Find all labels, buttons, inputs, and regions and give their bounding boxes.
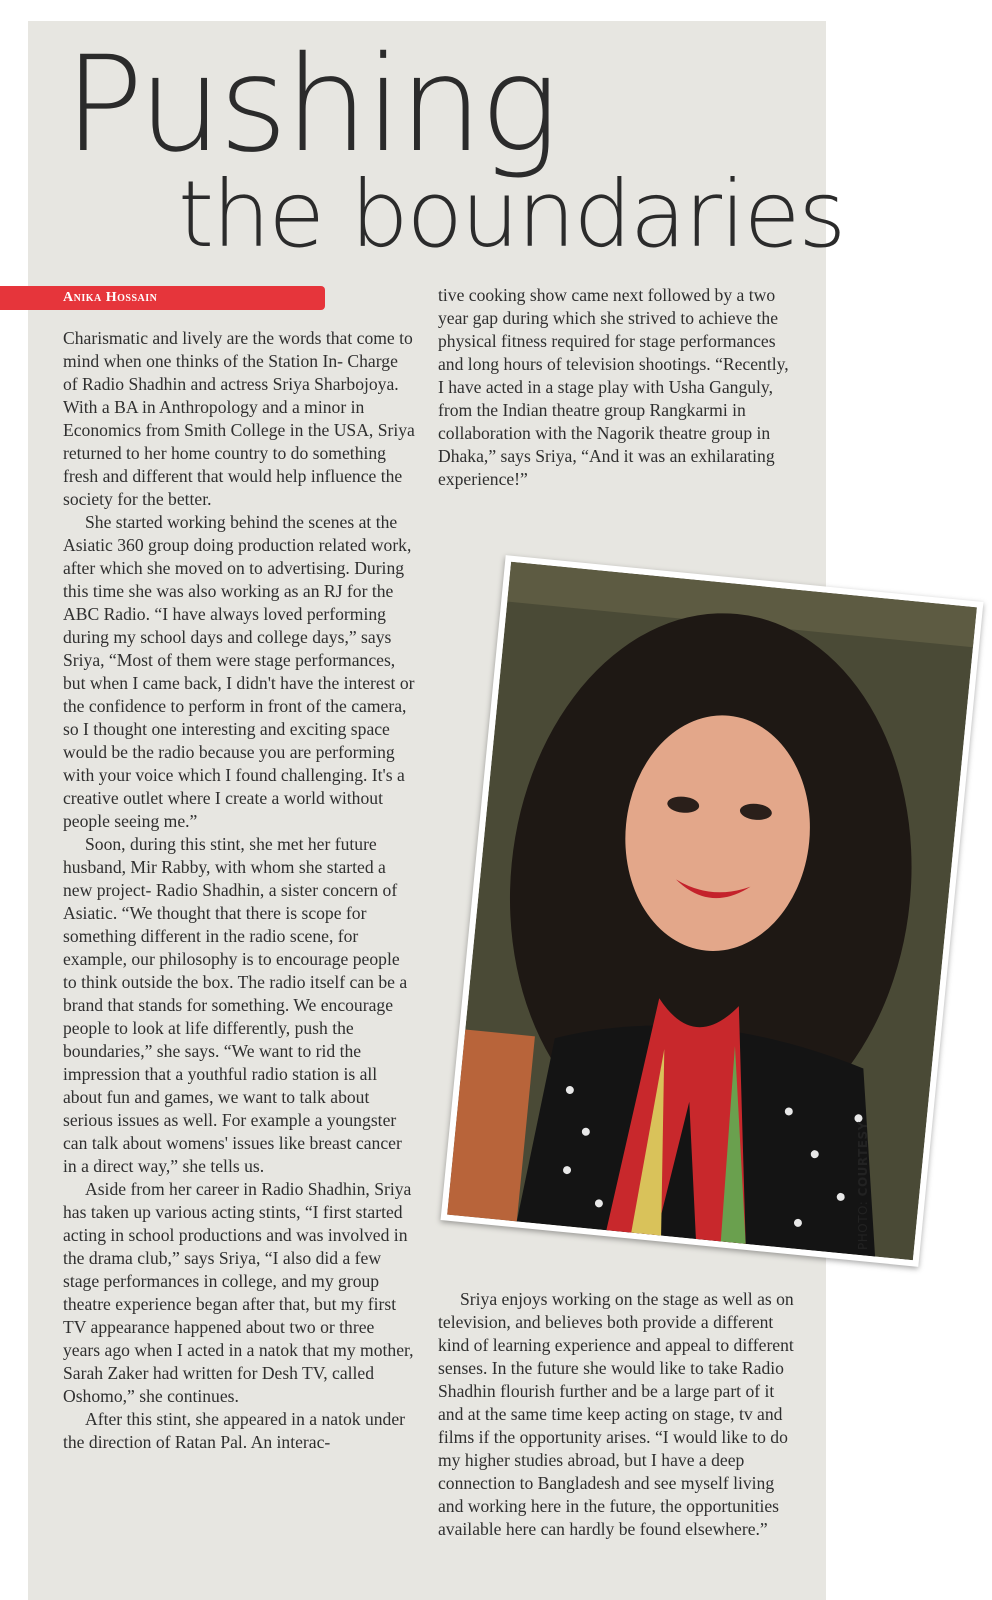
paragraph: She started working behind the scenes at the Asiatic 360 group doing production related work, after which she moved on to advertising. During this time she was also working as an RJ for the ABC Radio. “I have always loved performing during my school days and college days,” says Sriya, “Most of them were stage performances, but when I came back, I didn't have the interest or the confidence to perform in front of the camera, so I thought one interesting and exciting space would be the radio because you are performing with your voice which I found challenging. It's a creative outlet where I create a world without people seeing me.”	[63, 512, 415, 831]
right-column-top	[438, 284, 798, 491]
headline-line-2: the boundaries	[178, 161, 845, 268]
paragraph: Sriya enjoys working on the stage as well as on television, and believes both provide a different kind of learning experience and appeal to different senses. In the future she would like to take Radio Shadhin flourish further and be a large part of it and at the same time keep acting on stage, tv and films if the opportunity arises. “I would like to do my higher studies abroad, but I have a deep connection to Bangladesh and see myself living and working here in the future, the opportunities available here can hardly be found elsewhere.”	[438, 1289, 794, 1539]
right-column-bottom	[438, 1288, 798, 1541]
headline-line-1: Pushing	[64, 28, 556, 182]
portrait-photo	[441, 555, 984, 1267]
photo-credit-name: COURTESY	[856, 1121, 870, 1197]
paragraph: After this stint, she appeared in a natok under the direction of Ratan Pal. An interac-	[63, 1409, 406, 1452]
paragraph: Aside from her career in Radio Shadhin, Sriya has taken up various acting stints, “I first started acting in school productions and was involved in the drama club,” says Sriya, “I also did a few stage performances in college, and my group theatre experience began after that, but my first TV appearance happened about two or three years ago when I acted in a natok that my mother, Sarah Zaker had written for Desh TV, called Oshomo,” she continues.	[63, 1179, 414, 1406]
byline-bar	[0, 286, 325, 310]
paragraph: Charismatic and lively are the words that come to mind when one thinks of the Station In- Charge of Radio Shadhin and actress Sriya Sharbojoya. With a BA in Anthropology and a minor in Economics from Smith College in the USA, Sriya returned to her home country to do something fresh and different that would help influence the society for the better.	[63, 328, 415, 509]
byline-author: Anika Hossain	[63, 290, 158, 305]
paragraph: Soon, during this stint, she met her future husband, Mir Rabby, with whom she started a new project- Radio Shadhin, a sister concern of Asiatic. “We thought that there is scope for something different in the radio scene, for example, our philosophy is to encourage people to think outside the box. The radio itself can be a brand that stands for something. We encourage people to look at life differently, push the boundaries,” she says. “We want to rid the impression that a youthful radio station is all about fun and games, we want to talk about serious issues as well. For example a youngster can talk about womens' issues like breast cancer in a direct way,” she tells us.	[63, 834, 408, 1176]
left-column	[63, 327, 415, 1454]
portrait-illustration	[447, 562, 977, 1261]
photo-credit	[856, 1121, 870, 1250]
photo-credit-prefix: PHOTO:	[856, 1200, 870, 1250]
paragraph: tive cooking show came next followed by a two year gap during which she strived to achieve the physical fitness required for stage performances and long hours of television shootings. “Recently, I have acted in a stage play with Usha Ganguly, from the Indian theatre group Rangkarmi in collaboration with the Nagorik theatre group in Dhaka,” says Sriya, “And it was an exhilarating experience!”	[438, 285, 789, 489]
